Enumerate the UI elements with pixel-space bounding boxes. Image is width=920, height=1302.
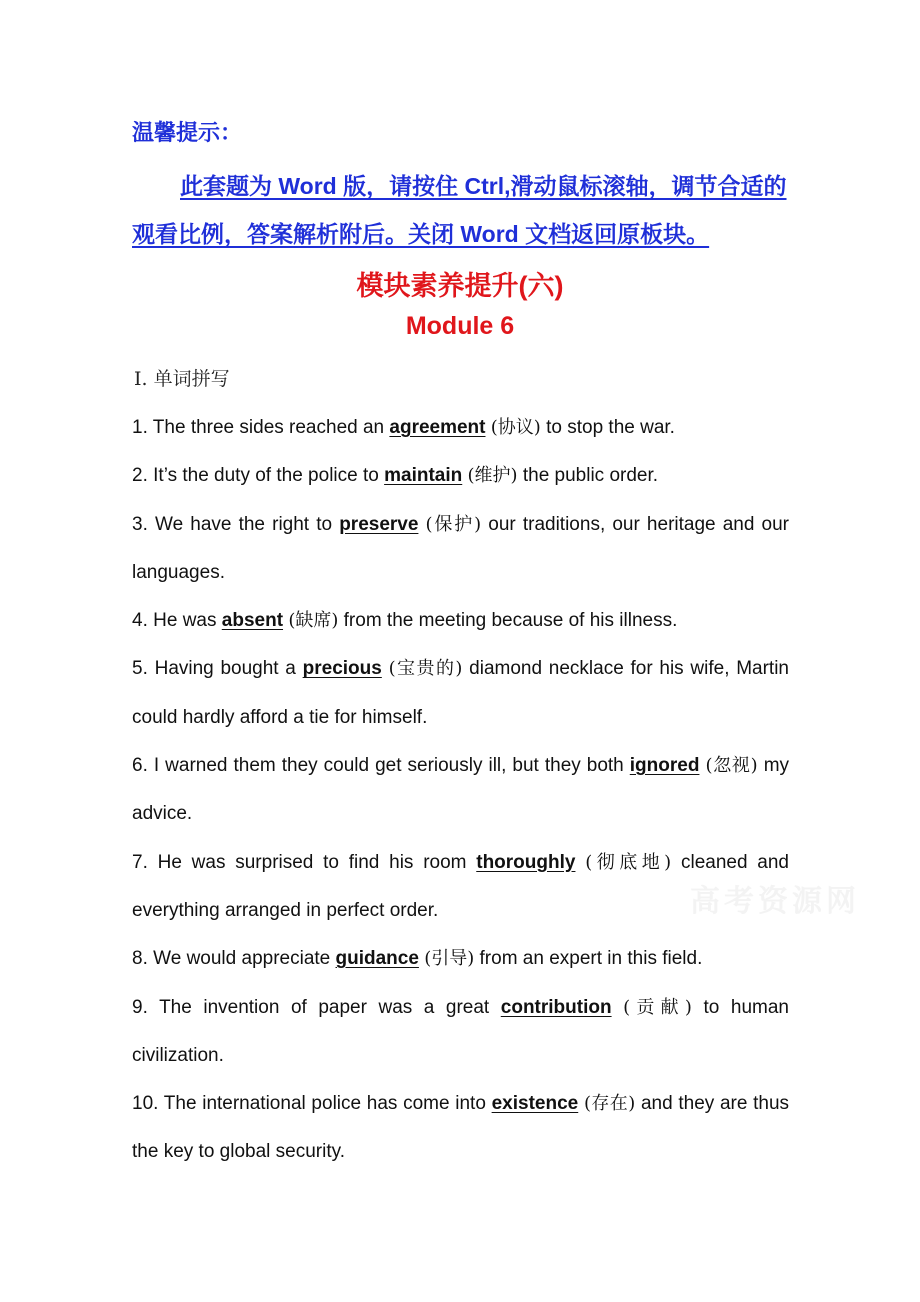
exercise-item [132,742,789,839]
chinese-hint: (存在) [583,1093,636,1115]
item-text-after: our traditions, our heritage and our languages. [132,513,790,583]
tip-body-text: 此套题为 Word 版，请按住 Ctrl,滑动鼠标滚轴，调节合适的观看比例，答案解析附后。关闭 Word 文档返回原板块。 [132,173,787,247]
answer-word: precious [302,658,382,680]
tip-body [132,162,792,258]
tip-title: 温馨提示： [132,120,243,145]
item-number: 9. [132,996,148,1018]
item-text-after: to human civilization. [132,996,789,1066]
item-number: 2. [132,465,148,487]
exercise-item [132,597,789,645]
exercise-item [132,404,789,452]
item-text-before: It’s the duty of the police to [153,465,379,487]
item-text-after: the public order. [522,465,659,487]
item-text-before: We have the right to [154,513,333,535]
answer-word: thoroughly [476,851,576,873]
answer-word: absent [221,610,284,632]
chinese-hint: (保护) [425,513,482,535]
chinese-hint: (贡献) [623,996,692,1018]
item-number: 1. [132,417,148,438]
item-text-after: to stop the war. [546,417,675,438]
chinese-hint: (忽视) [705,755,758,777]
chinese-hint: (引导) [424,948,475,970]
item-text-before: The three sides reached an [152,417,385,438]
watermark: 高考资源网 [690,885,860,918]
item-number: 6. [132,755,148,777]
exercise-item [132,984,789,1081]
page-title: 模块素养提升(六) [356,271,564,301]
exercise-item [132,1080,789,1177]
answer-word: guidance [335,948,419,970]
exercise-item [132,645,789,742]
module-subtitle: Module 6 [405,312,515,340]
item-text-after: my advice. [132,755,790,825]
chinese-hint: (维护) [467,465,518,487]
answer-word: contribution [500,996,612,1018]
answer-word: maintain [384,465,463,487]
section-heading: Ⅰ. 单词拼写 [134,368,230,390]
item-number: 7. [132,851,148,873]
item-text-before: The invention of paper was a great [159,996,490,1018]
item-text-after: from an expert in this field. [479,948,703,970]
item-text-after: from the meeting because of his illness. [343,610,678,632]
item-text-before: He was [153,610,217,632]
item-text-before: He was surprised to find his room [157,851,467,873]
answer-word: existence [491,1093,579,1115]
item-text-after: and they are thus the key to global security. [132,1093,790,1163]
answer-word: agreement [389,417,486,438]
item-number: 10. [132,1093,159,1115]
chinese-hint: (彻底地) [585,851,672,873]
exercise-item [132,935,789,983]
exercise-item [132,452,789,500]
item-number: 3. [132,513,148,535]
item-text-before: I warned them they could get seriously ill, but they both [153,755,624,777]
answer-word: preserve [339,513,419,535]
exercise-item [132,501,789,598]
item-number: 8. [132,948,148,970]
item-text-before: We would appreciate [153,948,331,970]
chinese-hint: (缺席) [288,610,339,632]
answer-word: ignored [629,755,700,777]
chinese-hint: (宝贵的) [388,658,463,680]
chinese-hint: (协议) [490,417,541,438]
item-number: 5. [132,658,148,680]
item-text-after: diamond necklace for his wife, Martin could hardly afford a tie for himself. [132,658,789,728]
item-text-before: The international police has come into [163,1093,486,1115]
item-text-before: Having bought a [154,658,296,680]
exercise-list [132,404,789,1177]
item-number: 4. [132,610,148,632]
item-text-after: cleaned and everything arranged in perfect order. [132,851,789,921]
